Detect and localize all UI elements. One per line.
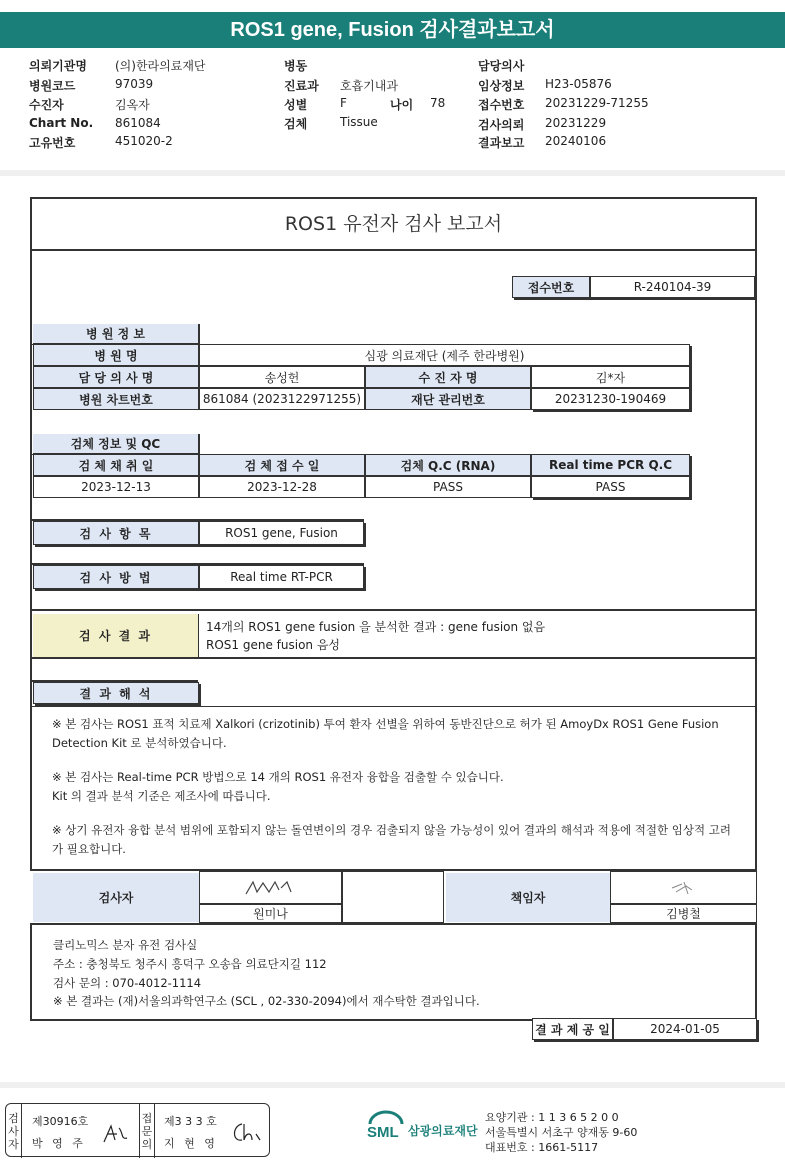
info-hospital-code: 병원코드 97039 bbox=[29, 77, 154, 93]
examiner-label: 검사자 bbox=[33, 873, 199, 922]
footer bbox=[0, 1088, 785, 1167]
lab-name: 클리노믹스 분자 유전 검사실 bbox=[53, 938, 198, 952]
mgmt-label: 재단 관리번호 bbox=[365, 388, 531, 410]
interpretation-note-1: ※ 본 검사는 ROS1 표적 치료제 Xalkori (crizotinib) 투여 환자 선별을 위하여 동반진단으로 허가 된 AmoyDx ROS1 Gene Fusion Detection Kit 로 분석하였습니다. bbox=[52, 717, 719, 750]
result-line-1: 14개의 ROS1 gene fusion 을 분석한 결과 : gene fusion 없음 bbox=[206, 620, 546, 634]
institution-address: 서울특별시 서초구 양재동 9-60 bbox=[485, 1126, 638, 1139]
interpretation-note-3: ※ 상기 유전자 융합 분석 범위에 포함되지 않는 돌연변이의 경우 검출되지 않을 가능성이 있어 결과의 해석과 적용에 적절한 임상적 고려가 필요합니다. bbox=[52, 823, 731, 856]
stamp-license-2: 제3 3 3 호 bbox=[164, 1115, 217, 1128]
lab-phone: 검사 문의 : 070-4012-1114 bbox=[53, 976, 202, 990]
signature-icon bbox=[241, 878, 301, 898]
patient-value: 김*자 bbox=[531, 366, 690, 388]
info-doctor: 담당의사 bbox=[478, 59, 525, 73]
method-label: 검 사 방 법 bbox=[33, 565, 199, 589]
info-request-date: 검사의뢰 20231229 bbox=[478, 116, 607, 132]
receipt-number: R-240104-39 bbox=[590, 276, 755, 298]
lab-address: 주소 : 충청북도 청주시 흥덕구 오송읍 의료단지길 112 bbox=[53, 957, 327, 971]
chart-value: 861084 (2023122971255) bbox=[199, 388, 365, 410]
signature-icon bbox=[101, 1122, 131, 1146]
info-sex-age: 성별 F 나이 78 bbox=[284, 96, 446, 112]
info-clinical: 임상정보 H23-05876 bbox=[478, 77, 612, 93]
divider bbox=[30, 249, 757, 251]
result-text bbox=[206, 618, 545, 654]
provide-date-label: 결 과 제 공 일 bbox=[532, 1018, 613, 1040]
examiner-name: 원미나 bbox=[199, 904, 342, 923]
institution-phone: 대표번호 : 1661-5117 bbox=[485, 1141, 599, 1154]
hospital-name-label: 병 원 명 bbox=[33, 344, 199, 366]
examiner-signature bbox=[199, 871, 342, 904]
specimen-header-rna-qc: 검체 Q.C (RNA) bbox=[365, 454, 531, 476]
responsible-label: 책임자 bbox=[446, 873, 610, 922]
signature-section bbox=[30, 869, 757, 925]
doctor-label: 담 당 의 사 명 bbox=[33, 366, 199, 388]
mgmt-value: 20231230-190469 bbox=[531, 388, 690, 410]
signature-icon bbox=[228, 1120, 264, 1146]
interpretation-note-2a: ※ 본 검사는 Real-time PCR 방법으로 14 개의 ROS1 유전자 융합을 검출할 수 있습니다. bbox=[52, 770, 504, 784]
specimen-header-receive: 검 체 접 수 일 bbox=[199, 454, 365, 476]
divider bbox=[30, 706, 757, 707]
info-specimen: 검체 Tissue bbox=[284, 115, 378, 131]
report-banner-title: ROS1 gene, Fusion 검사결과보고서 bbox=[0, 12, 785, 48]
interpretation-label: 결 과 해 석 bbox=[33, 682, 199, 704]
sml-logo-icon bbox=[366, 1110, 406, 1142]
info-unique-no: 고유번호 451020-2 bbox=[29, 134, 173, 150]
section-hospital-info: 병 원 정 보 bbox=[33, 324, 198, 344]
test-item-value: ROS1 gene, Fusion bbox=[199, 521, 364, 545]
specimen-receive-date: 2023-12-28 bbox=[199, 476, 365, 498]
responsible-name: 김병철 bbox=[610, 904, 757, 923]
doctor-value: 송성헌 bbox=[199, 366, 365, 388]
stamp-name-2: 지 현 영 bbox=[164, 1137, 218, 1150]
receipt-label: 접수번호 bbox=[512, 276, 590, 298]
report-title: ROS1 유전자 검사 보고서 bbox=[284, 213, 503, 235]
interpretation-note-2b: Kit 의 결과 분석 기준은 제조사에 따릅니다. bbox=[52, 789, 271, 803]
blank-cell bbox=[342, 871, 444, 923]
specimen-pcr-qc: PASS bbox=[531, 476, 690, 498]
stamp-license-1: 제30916호 bbox=[32, 1115, 89, 1128]
info-ward: 병동 bbox=[284, 59, 308, 73]
info-chart-no: Chart No. 861084 bbox=[29, 116, 161, 130]
specimen-collect-date: 2023-12-13 bbox=[33, 476, 199, 498]
info-institution: 의뢰기관명 (의)한라의료재단 bbox=[29, 59, 206, 73]
specimen-header-collect: 검 체 채 취 일 bbox=[33, 454, 199, 476]
section-specimen-qc: 검체 정보 및 QC bbox=[33, 434, 198, 454]
info-patient: 수진자 김옥자 bbox=[29, 98, 150, 112]
hospital-name-value: 심광 의료재단 (제주 한라병원) bbox=[199, 344, 690, 366]
patient-label: 수 진 자 명 bbox=[365, 366, 531, 388]
brand-name: 삼광의료재단 bbox=[408, 1124, 478, 1138]
stamp-col-2: 접 문 의 bbox=[139, 1104, 155, 1158]
provide-date-value: 2024-01-05 bbox=[613, 1018, 757, 1040]
result-line-2: ROS1 gene fusion 음성 bbox=[206, 638, 341, 652]
institution-code: 요양기관 : 1 1 3 6 5 2 0 0 bbox=[485, 1111, 619, 1124]
lab-note: ※ 본 결과는 (재)서울의과학연구소 (SCL , 02-330-2094)에서 재수탁한 결과입니다. bbox=[53, 994, 480, 1008]
report-header bbox=[0, 0, 785, 170]
test-item-label: 검 사 항 목 bbox=[33, 521, 199, 545]
specimen-header-pcr-qc: Real time PCR Q.C bbox=[531, 454, 690, 476]
report-sheet bbox=[0, 176, 785, 1082]
chart-label: 병원 차트번호 bbox=[33, 388, 199, 410]
certification-stamp bbox=[5, 1103, 270, 1157]
responsible-signature bbox=[610, 871, 757, 904]
svg-text:SML: SML bbox=[367, 1124, 399, 1141]
stamp-col-1: 검 사 자 bbox=[6, 1104, 22, 1158]
info-department: 진료과 호흡기내과 bbox=[284, 79, 398, 93]
info-report-date: 결과보고 20240106 bbox=[478, 134, 607, 150]
result-section bbox=[30, 609, 757, 659]
specimen-rna-qc: PASS bbox=[365, 476, 531, 498]
info-receipt-no: 접수번호 20231229-71255 bbox=[478, 96, 649, 112]
signature-icon bbox=[664, 878, 704, 898]
stamp-name-1: 박 영 주 bbox=[32, 1137, 86, 1150]
institution-info bbox=[485, 1110, 637, 1155]
result-label: 검 사 결 과 bbox=[33, 614, 199, 657]
method-value: Real time RT-PCR bbox=[199, 565, 364, 589]
